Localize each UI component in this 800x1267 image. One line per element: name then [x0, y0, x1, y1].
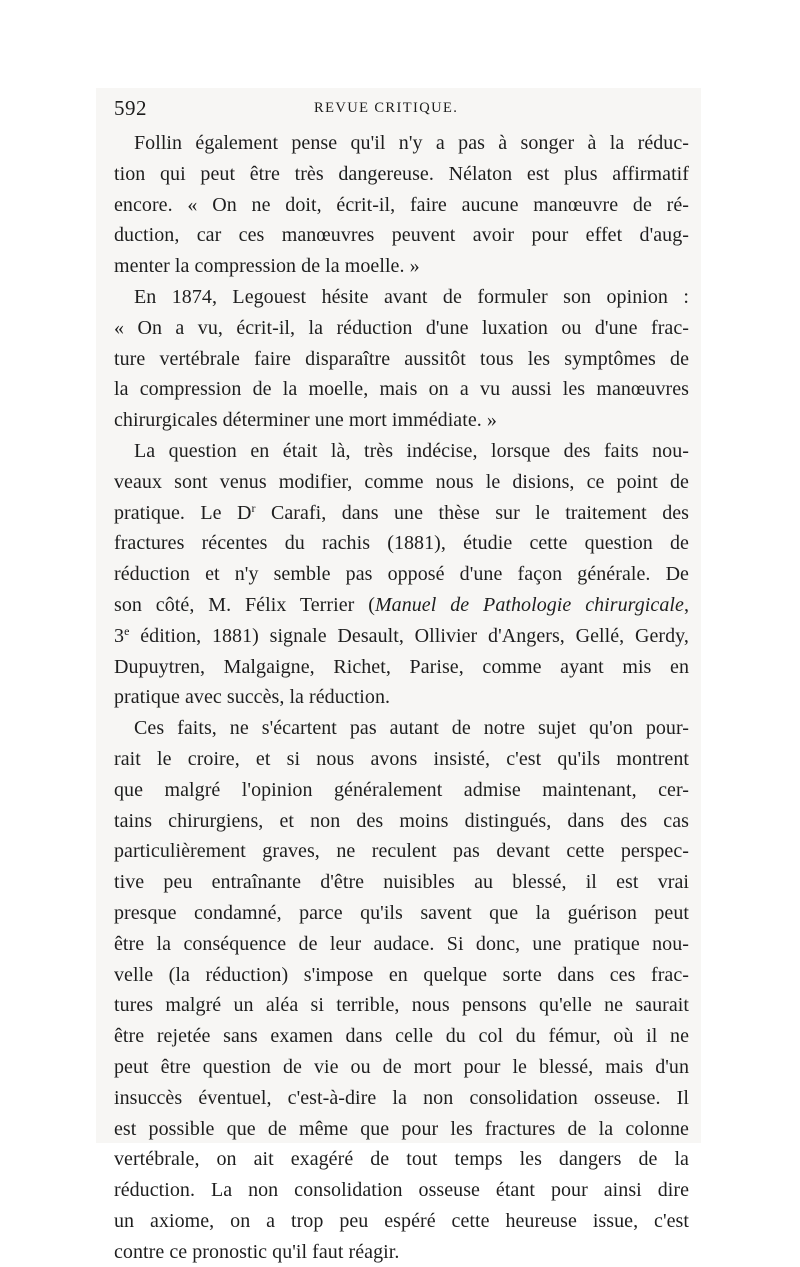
text-line: tion qui peut être très dangereuse. Nélaton est plus affirmatif: [114, 162, 689, 185]
text-line: son côté, M. Félix Terrier (Manuel de Pathologie chirurgicale,: [114, 593, 689, 616]
text-line: que malgré l'opinion généralement admise maintenant, cer-: [114, 778, 689, 801]
page-number: 592: [114, 96, 147, 120]
text-line: pratique avec succès, la réduction.: [114, 686, 391, 709]
text-line: La question en était là, très indécise, lorsque des faits nou-: [134, 439, 689, 462]
text-line: rait le croire, et si nous avons insisté, c'est qu'ils montrent: [114, 747, 689, 770]
text-line: contre ce pronostic qu'il faut réagir.: [114, 1240, 400, 1263]
text-line: un axiome, on a trop peu espéré cette heureuse issue, c'est: [114, 1209, 689, 1232]
text-line: est possible que de même que pour les fractures de la colonne: [114, 1117, 689, 1140]
text-line: insuccès éventuel, c'est-à-dire la non consolidation osseuse. Il: [114, 1086, 689, 1109]
text-line: veaux sont venus modifier, comme nous le disions, ce point de: [114, 470, 689, 493]
text-line: tive peu entraînante d'être nuisibles au blessé, il est vrai: [114, 871, 689, 894]
text-line: Dupuytren, Malgaigne, Richet, Parise, comme ayant mis en: [114, 655, 689, 678]
text-line: réduction. La non consolidation osseuse étant pour ainsi dire: [114, 1179, 689, 1202]
text-line: velle (la réduction) s'impose en quelque sorte dans ces frac-: [114, 963, 689, 986]
text-line: « On a vu, écrit-il, la réduction d'une luxation ou d'une frac-: [114, 316, 689, 339]
text-line: Follin également pense qu'il n'y a pas à songer à la réduc-: [134, 132, 689, 154]
text-line: tains chirurgiens, et non des moins distingués, dans des cas: [114, 809, 689, 832]
text-line: fractures récentes du rachis (1881), étudie cette question de: [114, 532, 689, 555]
text-line: particulièrement graves, ne reculent pas devant cette perspec-: [114, 840, 689, 863]
body-text: [114, 128, 689, 1267]
running-title: REVUE CRITIQUE.: [314, 100, 459, 116]
text-line: peut être question de vie ou de mort pour le blessé, mais d'un: [114, 1055, 689, 1078]
text-line: encore. « On ne doit, écrit-il, faire aucune manœuvre de ré-: [114, 193, 689, 216]
text-line: être rejetée sans examen dans celle du col du fémur, où il ne: [114, 1025, 689, 1048]
text-line: En 1874, Legouest hésite avant de formuler son opinion :: [134, 285, 689, 308]
text-line: ture vertébrale faire disparaître aussitôt tous les symptômes de: [114, 347, 689, 370]
text-line: presque condamné, parce qu'ils savent que la guérison peut: [114, 901, 689, 924]
text-line: tures malgré un aléa si terrible, nous pensons qu'elle ne saurait: [114, 994, 689, 1017]
text-line: vertébrale, on ait exagéré de tout temps les dangers de la: [114, 1148, 689, 1171]
text-line: duction, car ces manœuvres peuvent avoir pour effet d'aug-: [114, 224, 689, 247]
text-line: chirurgicales déterminer une mort immédiate. »: [114, 409, 497, 432]
text-line: la compression de la moelle, mais on a vu aussi les manœuvres: [114, 378, 689, 401]
text-line: réduction et n'y semble pas opposé d'une façon générale. De: [114, 563, 689, 586]
page-header: [114, 96, 689, 122]
text-line: menter la compression de la moelle. »: [114, 255, 420, 278]
text-line: pratique. Le $D^r$ Carafi, dans une thèse sur le traitement des: [114, 500, 689, 524]
text-line: 3e édition, 1881) signale Desault, Ollivier d'Angers, Gellé, Gerdy,: [114, 623, 689, 647]
text-line: être la conséquence de leur audace. Si donc, une pratique nou-: [114, 932, 689, 955]
text-line: Ces faits, ne s'écartent pas autant de notre sujet qu'on pour-: [134, 717, 689, 740]
